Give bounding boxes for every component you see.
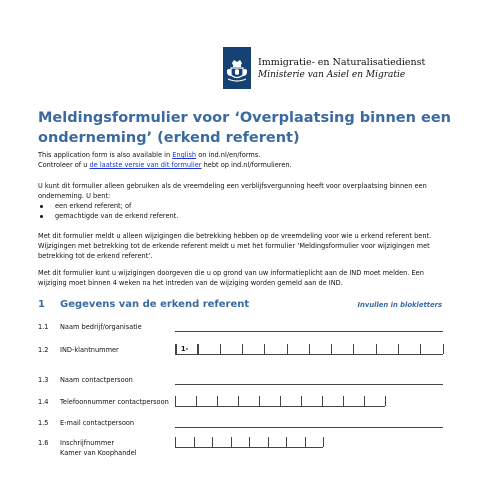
field-number: 1.6	[38, 439, 49, 447]
character-box-divider	[196, 396, 197, 406]
character-box-divider	[322, 396, 323, 406]
character-box-divider	[305, 437, 306, 447]
field-number: 1.1	[38, 323, 49, 331]
field-label-ind-client-number: IND-klantnummer	[60, 346, 119, 354]
character-box-divider	[212, 437, 213, 447]
section-number: 1	[38, 299, 45, 310]
intro-paragraph: betrekking tot de erkend referent’.	[38, 252, 153, 260]
character-box-divider	[420, 344, 421, 354]
character-box-divider	[197, 344, 199, 354]
character-box-divider	[280, 396, 281, 406]
character-box-divider	[194, 437, 195, 447]
ministry-name: Ministerie van Asiel en Migratie	[258, 70, 406, 80]
intro-paragraph: onderneming. U bent:	[38, 192, 111, 200]
contact-email-input[interactable]	[175, 427, 443, 428]
section-hint: Invullen in blokletters	[357, 301, 442, 309]
page-title: Meldingsformulier voor ‘Overplaatsing binnen een onderneming’ (erkend referent)	[38, 110, 451, 146]
company-name-input[interactable]	[175, 331, 443, 332]
character-box-divider	[220, 344, 221, 354]
character-box-divider	[343, 396, 344, 406]
character-box-divider	[231, 437, 232, 447]
latest-version-link[interactable]: de laatste versie van dit formulier	[89, 161, 202, 169]
field-number: 1.2	[38, 346, 49, 354]
intro-paragraph: Wijzigingen met betrekking tot de erkende referent meldt u met het formulier ‘Meldingsformulier voor wijzigingen met	[38, 242, 430, 250]
intro-english-line: This application form is also available in English on ind.nl/en/forms.	[38, 151, 261, 159]
field-number: 1.4	[38, 398, 49, 406]
contact-phone-input[interactable]	[175, 396, 385, 407]
field-label-contact-name: Naam contactpersoon	[60, 376, 133, 384]
character-box-divider	[287, 344, 288, 354]
english-link[interactable]: English	[172, 151, 197, 159]
character-box-divider	[398, 344, 399, 354]
field-label-contact-phone: Telefoonnummer contactpersoon	[60, 398, 169, 406]
bullet-icon	[40, 215, 43, 218]
section-title: Gegevens van de erkend referent	[60, 299, 250, 310]
field-baseline	[175, 447, 323, 448]
character-box-divider	[286, 437, 287, 447]
character-box-divider	[175, 437, 176, 447]
field-label-chamber-number: Inschrijfnummer Kamer van Koophandel	[60, 439, 137, 457]
character-box-divider	[238, 396, 239, 406]
intro-version-line: Controleer of u de laatste versie van dit formulier hebt op ind.nl/formulieren.	[38, 161, 292, 169]
character-box-divider	[364, 396, 365, 406]
intro-paragraph: U kunt dit formulier alleen gebruiken als de vreemdeling een verblijfsvergunning heeft voor overplaatsing binnen een	[38, 182, 427, 190]
intro-paragraph: Met dit formulier kunt u wijzigingen doorgeven die u op grond van uw informatieplicht aan de IND moet melden. Een	[38, 269, 424, 277]
intro-paragraph: wijziging moet binnen 4 weken na het intreden van de wijziging worden gemeld aan de IND.	[38, 279, 343, 287]
field-number: 1.5	[38, 419, 49, 427]
character-box-divider	[175, 396, 176, 406]
field-baseline	[175, 354, 443, 355]
bullet-icon	[40, 205, 43, 208]
character-box-divider	[443, 344, 444, 354]
character-box-divider	[376, 344, 377, 354]
character-box-divider	[301, 396, 302, 406]
character-box-divider	[217, 396, 218, 406]
character-box-divider	[309, 344, 310, 354]
crown-crest-icon	[225, 58, 249, 84]
character-box-divider	[385, 396, 386, 406]
field-baseline	[175, 406, 385, 407]
field-label-company-name: Naam bedrijf/organisatie	[60, 323, 142, 331]
character-box-divider	[259, 396, 260, 406]
ind-client-number-input[interactable]	[175, 344, 443, 355]
chamber-of-commerce-number-input[interactable]	[175, 437, 323, 448]
organisation-name: Immigratie- en Naturalisatiedienst	[258, 57, 426, 68]
character-box-divider	[175, 344, 177, 354]
character-box-divider	[264, 344, 265, 354]
field-label-contact-email: E-mail contactpersoon	[60, 419, 135, 427]
contact-name-input[interactable]	[175, 384, 443, 385]
character-box-divider	[353, 344, 354, 354]
client-number-prefix: 1-	[181, 345, 189, 353]
field-number: 1.3	[38, 376, 49, 384]
character-box-divider	[242, 344, 243, 354]
character-box-divider	[331, 344, 332, 354]
character-box-divider	[249, 437, 250, 447]
intro-paragraph: Met dit formulier meldt u alleen wijzigingen die betrekking hebben op de vreemdeling voor wie u erkend referent bent.	[38, 232, 432, 240]
character-box-divider	[323, 437, 324, 447]
character-box-divider	[268, 437, 269, 447]
